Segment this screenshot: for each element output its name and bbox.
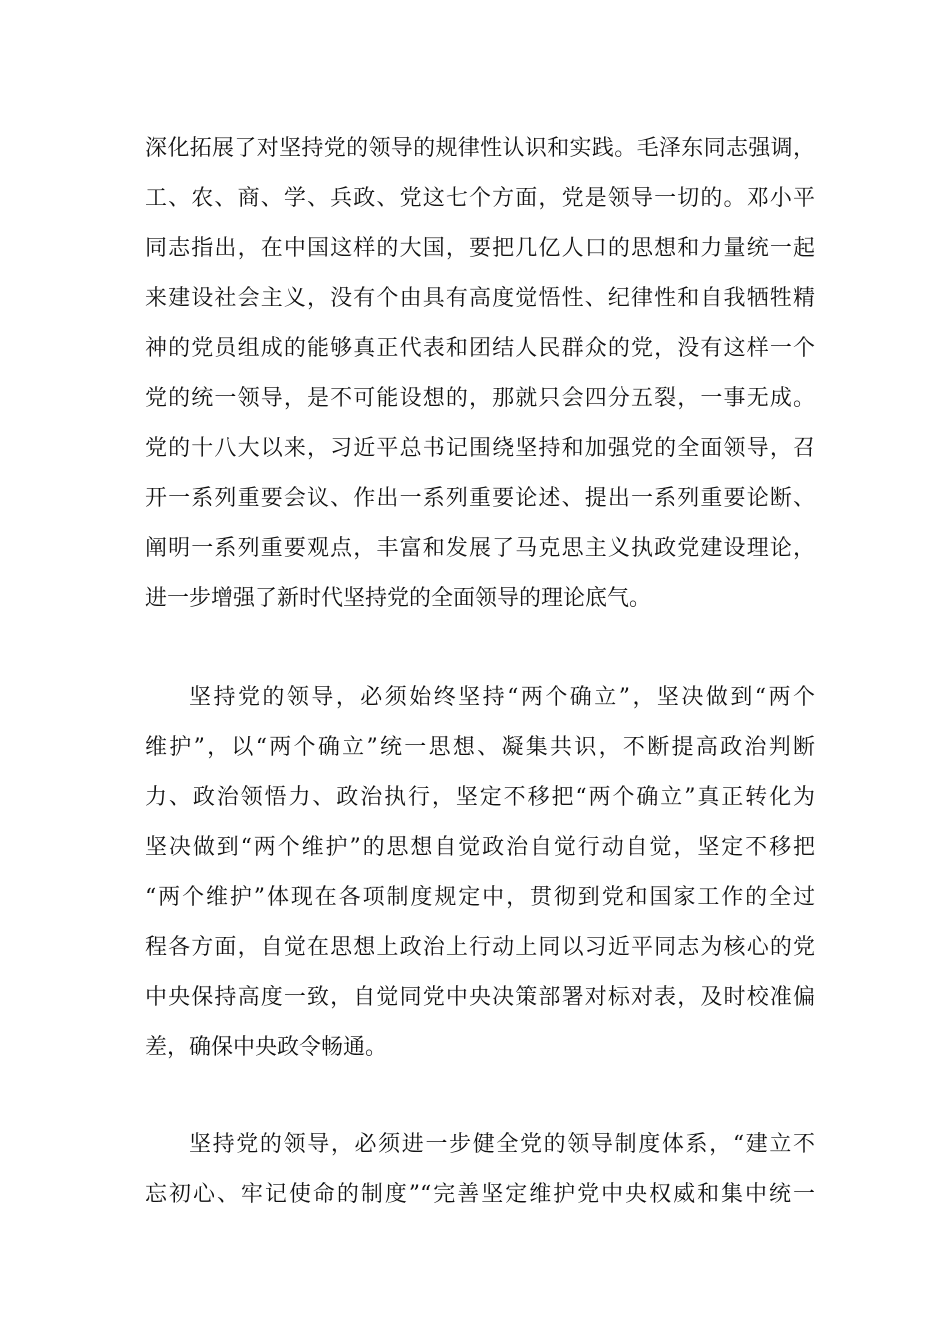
paragraph-line: “两个维护”体现在各项制度规定中，贯彻到党和国家工作的全过 xyxy=(145,885,815,910)
paragraph-line: 深化拓展了对坚持党的领导的规律性认识和实践。毛泽东同志强调， xyxy=(145,136,815,161)
paragraph-line: 中央保持高度一致，自觉同党中央决策部署对标对表，及时校准偏 xyxy=(145,985,815,1010)
paragraph-line: 同志指出，在中国这样的大国，要把几亿人口的思想和力量统一起 xyxy=(145,236,815,261)
paragraph-line: 阐明一系列重要观点，丰富和发展了马克思主义执政党建设理论， xyxy=(145,536,815,561)
paragraph-line: 坚持党的领导，必须进一步健全党的领导制度体系，“建立不 xyxy=(189,1132,815,1157)
paragraph-line: 力、政治领悟力、政治执行，坚定不移把“两个确立”真正转化为 xyxy=(145,785,815,810)
paragraph-line: 神的党员组成的能够真正代表和团结人民群众的党，没有这样一个 xyxy=(145,336,815,361)
paragraph-line: 坚决做到“两个维护”的思想自觉政治自觉行动自觉，坚定不移把 xyxy=(145,835,815,860)
paragraph-3 xyxy=(145,1120,815,1220)
paragraph-line: 党的十八大以来，习近平总书记围绕坚持和加强党的全面领导，召 xyxy=(145,436,815,461)
paragraph-line: 维护”，以“两个确立”统一思想、凝集共识，不断提高政治判断 xyxy=(145,735,815,760)
paragraph-line: 程各方面，自觉在思想上政治上行动上同以习近平同志为核心的党 xyxy=(145,935,815,960)
paragraph-line: 坚持党的领导，必须始终坚持“两个确立”，坚决做到“两个 xyxy=(189,685,815,710)
paragraph-line: 来建设社会主义，没有个由具有高度觉悟性、纪律性和自我牺牲精 xyxy=(145,286,815,311)
paragraph-line: 工、农、商、学、兵政、党这七个方面，党是领导一切的。邓小平 xyxy=(145,186,815,211)
paragraph-1 xyxy=(145,124,815,624)
paragraph-line: 进一步增强了新时代坚持党的全面领导的理论底气。 xyxy=(145,586,652,611)
paragraph-line: 忘初心、牢记使命的制度”“完善坚定维护党中央权威和集中统一 xyxy=(145,1182,815,1207)
paragraph-line: 党的统一领导，是不可能设想的，那就只会四分五裂，一事无成。 xyxy=(145,386,815,411)
paragraph-2 xyxy=(145,673,815,1073)
paragraph-line: 开一系列重要会议、作出一系列重要论述、提出一系列重要论断、 xyxy=(145,486,815,511)
paragraph-line: 差，确保中央政令畅通。 xyxy=(145,1035,388,1060)
